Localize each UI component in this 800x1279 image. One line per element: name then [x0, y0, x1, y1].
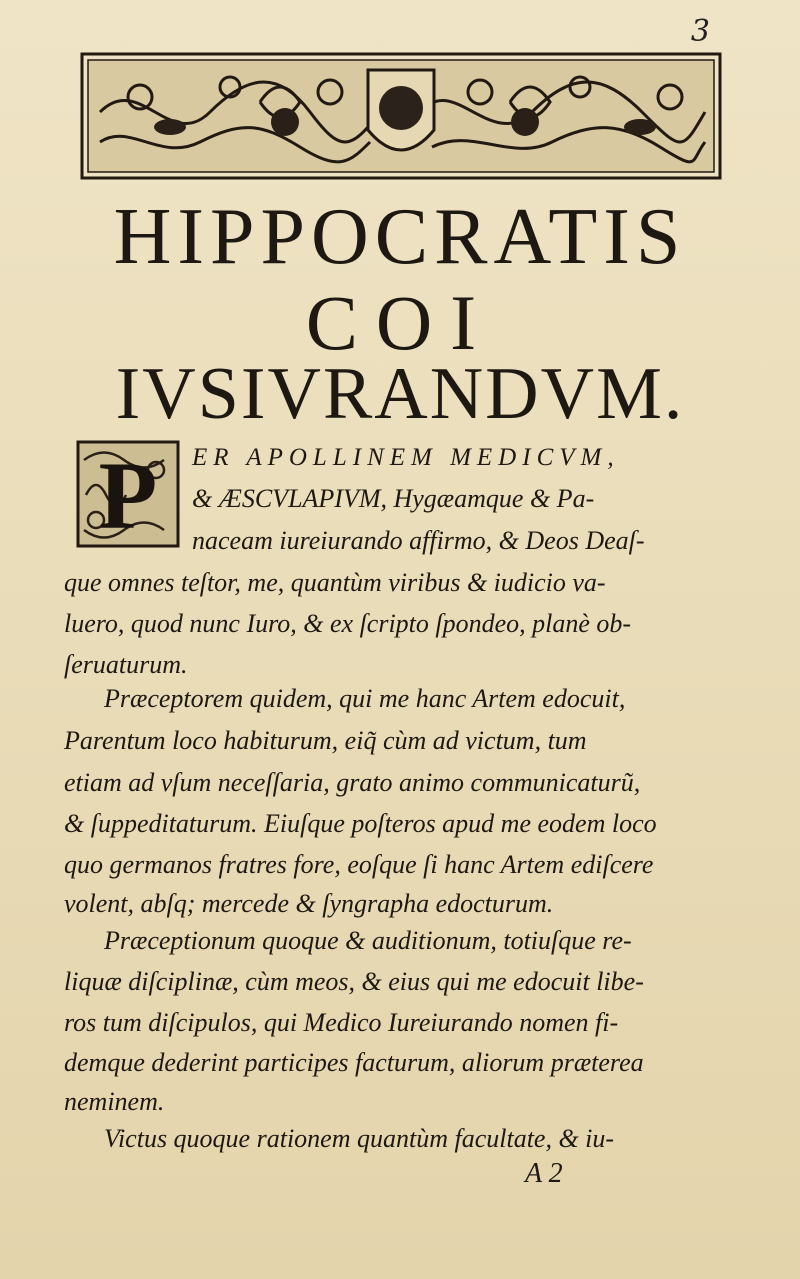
ornamental-headpiece	[80, 52, 722, 180]
text-line: volent, abſq; mercede & ſyngrapha edocturum.	[64, 889, 554, 918]
text-line: & ſuppeditaturum. Eiuſque poſteros apud me eodem loco	[64, 809, 657, 838]
text-line: ſeruaturum.	[64, 650, 188, 679]
text-line: luero, quod nunc Iuro, & ex ſcripto ſpondeo, planè ob-	[64, 609, 632, 638]
title-line-3: IVSIVRANDVM.	[115, 353, 685, 435]
text-line: Victus quoque rationem quantùm facultate, & iu-	[104, 1124, 615, 1153]
title-line-1: HIPPOCRATIS	[113, 193, 687, 281]
text-line: etiam ad vſum neceſſaria, grato animo communicaturũ,	[64, 768, 641, 797]
text-line: ER APOLLINEM MEDICVM,	[192, 444, 620, 471]
signature-mark: A 2	[525, 1158, 563, 1189]
page-number: 3	[690, 14, 710, 49]
decorated-initial-p	[76, 440, 180, 548]
text-line: Præceptorem quidem, qui me hanc Artem edocuit,	[104, 684, 626, 713]
drop-cap-letter: P	[98, 442, 158, 548]
title-line-2: COI	[305, 279, 495, 366]
text-line: neminem.	[64, 1087, 165, 1116]
text-line: demque dederint participes facturum, aliorum præterea	[64, 1048, 644, 1077]
text-line: que omnes teſtor, me, quantùm viribus & iudicio va-	[64, 568, 606, 597]
text-line: liquæ diſciplinæ, cùm meos, & eius qui me edocuit libe-	[64, 967, 644, 996]
text-line: Præceptionum quoque & auditionum, totiuſque re-	[104, 926, 632, 955]
text-line: quo germanos fratres fore, eoſque ſi hanc Artem ediſcere	[64, 850, 654, 879]
text-line: Parentum loco habiturum, eiq̃ cùm ad victum, tum	[64, 726, 587, 755]
text-line: & ÆSCVLAPIVM, Hygæamque & Pa-	[192, 484, 595, 513]
text-line: ros tum diſcipulos, qui Medico Iureiurando nomen fi-	[64, 1008, 619, 1037]
text-line: naceam iureiurando affirmo, & Deos Deaſ-	[192, 526, 645, 555]
